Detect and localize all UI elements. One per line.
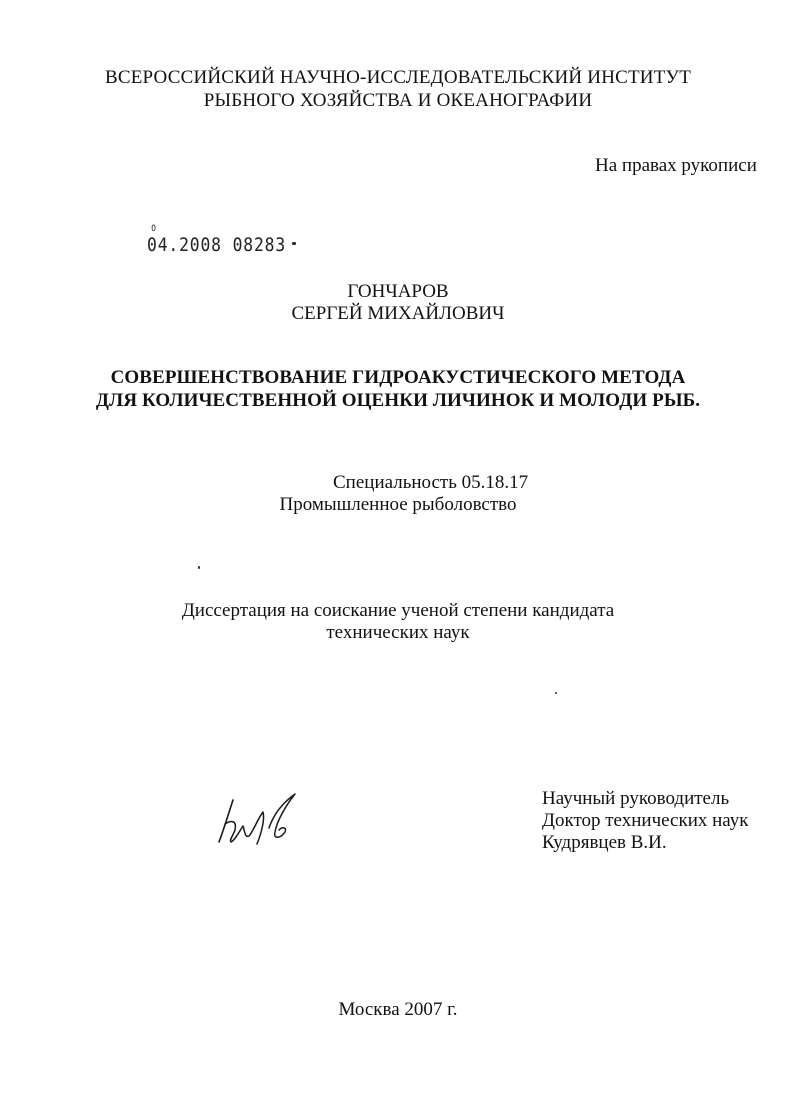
archive-stamp	[147, 224, 287, 256]
author-given-names: СЕРГЕЙ МИХАЙЛОВИЧ	[291, 303, 505, 324]
supervisor-name: Кудрявцев В.И.	[542, 832, 667, 853]
degree-line-2: технических наук	[326, 622, 470, 643]
author-surname: ГОНЧАРОВ	[347, 281, 449, 302]
stamp-mark: О	[151, 224, 157, 234]
scan-speck	[198, 566, 200, 569]
manuscript-note: На правах рукописи	[595, 155, 757, 176]
specialty-name: Промышленное рыболовство	[279, 494, 517, 515]
supervisor-role: Научный руководитель	[542, 788, 730, 809]
stamp-number: 04.2008 08283	[147, 234, 287, 256]
supervisor-degree: Доктор технических наук	[542, 810, 749, 831]
handwritten-signature	[215, 790, 305, 850]
dissertation-title-line-2: ДЛЯ КОЛИЧЕСТВЕННОЙ ОЦЕНКИ ЛИЧИНОК И МОЛОДИ РЫБ.	[95, 390, 701, 411]
institute-name-line-2: РЫБНОГО ХОЗЯЙСТВА И ОКЕАНОГРАФИИ	[203, 90, 593, 111]
scan-speck	[555, 692, 557, 694]
degree-line-1: Диссертация на соискание ученой степени кандидата	[181, 600, 615, 621]
specialty-code: Специальность 05.18.17	[333, 472, 529, 493]
dissertation-title-line-1: СОВЕРШЕНСТВОВАНИЕ ГИДРОАКУСТИЧЕСКОГО МЕТОДА	[110, 367, 686, 388]
city-year: Москва 2007 г.	[338, 999, 458, 1020]
stamp-dot	[292, 242, 296, 245]
institute-name-line-1: ВСЕРОССИЙСКИЙ НАУЧНО-ИССЛЕДОВАТЕЛЬСКИЙ ИНСТИТУТ	[105, 67, 691, 88]
